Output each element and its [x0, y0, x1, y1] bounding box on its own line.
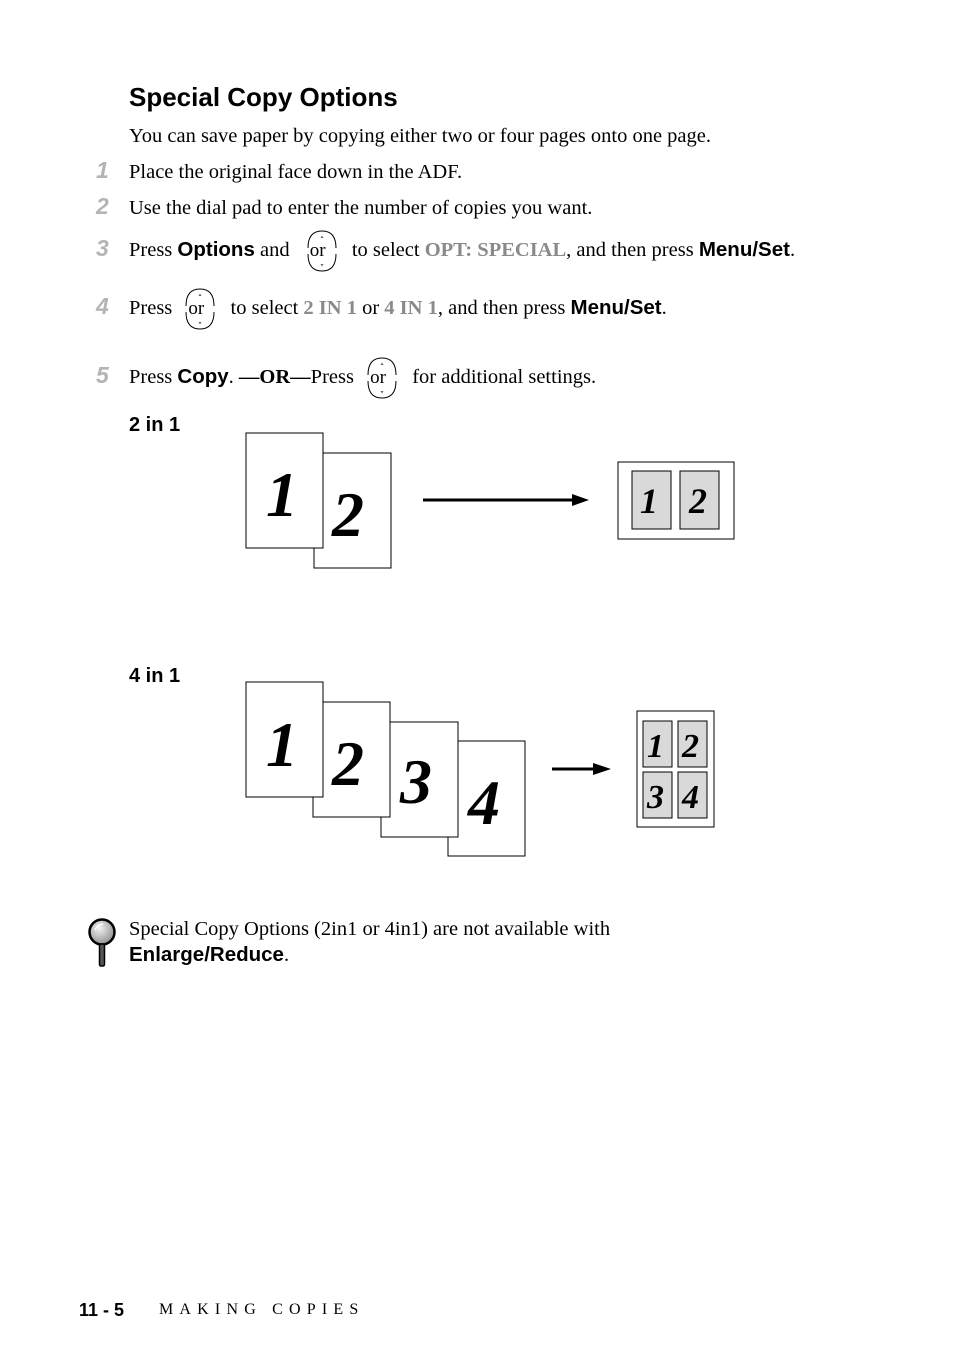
page-number: 3 [400, 746, 432, 817]
up-down-navigation-key-icon [183, 285, 217, 333]
text-run: to select [225, 297, 304, 319]
display-message: OPT: SPECIAL [424, 239, 567, 261]
text-run: , and then press [437, 297, 571, 319]
text-run: Press [129, 239, 178, 261]
menu-set-key-label: Menu/Set [698, 238, 790, 261]
page-number: 2 [332, 728, 364, 799]
chapter-title: MAKING COPIES [159, 1301, 365, 1318]
text-run: . [661, 297, 667, 319]
text-run: and [254, 239, 295, 261]
or-label: or [370, 367, 386, 389]
copy-key-label: Copy [177, 365, 229, 388]
text-run: Press [129, 366, 178, 388]
page-number: 2 [332, 479, 364, 550]
note-text [129, 917, 610, 968]
dash: — [238, 366, 260, 388]
two-in-one-diagram [230, 420, 750, 580]
text-run: , and then press [566, 239, 699, 261]
step-text [129, 226, 795, 275]
up-down-navigation-key-icon [305, 227, 339, 275]
step-number: 3 [96, 235, 109, 261]
page-number: 11 - 5 [79, 1300, 125, 1320]
text-run: for additional settings. [407, 366, 597, 388]
text-run: or [356, 297, 385, 319]
options-key-label: Options [177, 238, 255, 261]
tile-number: 4 [682, 779, 699, 816]
up-down-navigation-key-icon [365, 354, 399, 402]
intro-text: You can save paper by copying either two or four pages onto one page. [129, 125, 712, 147]
step-number: 2 [96, 193, 109, 219]
dash: — [290, 366, 311, 388]
or-separator: OR [259, 366, 291, 388]
text-run: . [283, 944, 290, 966]
or-label: or [309, 240, 326, 262]
tile-number: 2 [682, 728, 699, 765]
step-text [129, 284, 667, 333]
note-body: Special Copy Options (2in1 or 4in1) are not available with [129, 918, 611, 940]
step-number: 5 [96, 362, 109, 388]
tile-number: 2 [689, 481, 707, 521]
arrowhead-icon [593, 763, 611, 775]
magnifier-note-icon [86, 917, 120, 969]
step-text: Use the dial pad to enter the number of copies you want. [129, 197, 593, 219]
two-in-one-label: 2 in 1 [129, 414, 181, 436]
or-label: or [188, 298, 205, 320]
tile-number: 1 [647, 728, 664, 765]
display-message: 2 IN 1 [303, 297, 357, 319]
display-message: 4 IN 1 [384, 297, 438, 319]
arrowhead-icon [572, 494, 589, 506]
four-in-one-diagram [230, 670, 750, 870]
text-run: . [228, 366, 239, 388]
page-number: 1 [266, 709, 298, 780]
step-number: 1 [96, 157, 109, 183]
four-in-one-label: 4 in 1 [129, 665, 181, 687]
text-run: Press [310, 366, 360, 388]
tile-number: 1 [640, 481, 658, 521]
text-run: to select [346, 239, 425, 261]
step-number: 4 [96, 293, 109, 319]
text-run: Press [129, 297, 178, 319]
text-run: . [789, 239, 796, 261]
page-number: 4 [468, 767, 500, 838]
page-number: 1 [266, 459, 298, 530]
enlarge-reduce-key-label: Enlarge/Reduce [129, 943, 284, 966]
tile-number: 3 [647, 779, 664, 816]
page-title: Special Copy Options [129, 82, 398, 112]
step-text [129, 353, 596, 402]
step-text: Place the original face down in the ADF. [129, 161, 463, 183]
menu-set-key-label: Menu/Set [570, 296, 662, 319]
